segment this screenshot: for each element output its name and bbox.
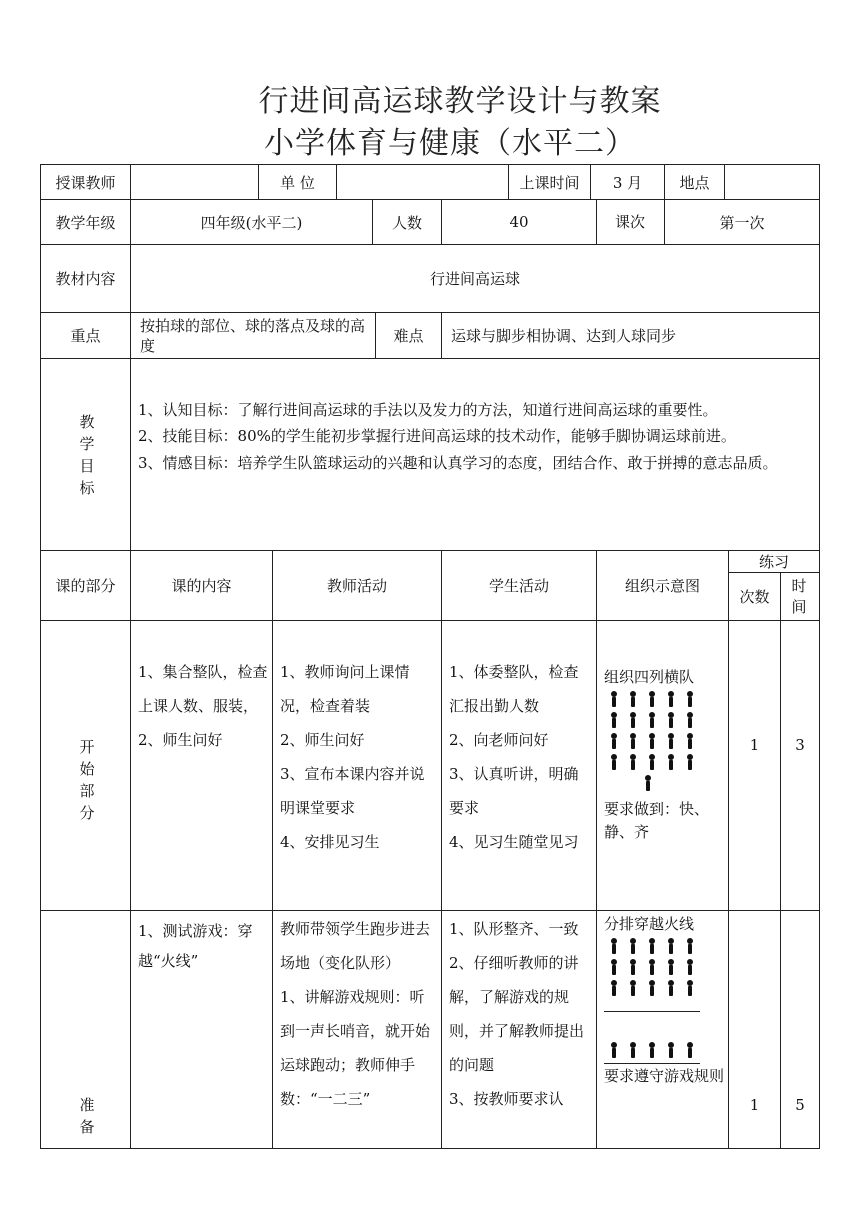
student-figure-icon (648, 980, 656, 996)
goals-list (138, 398, 814, 474)
student-item: 3、认真听讲，明确要求 (449, 765, 579, 817)
difficulty-value: 运球与脚步相协调、达到人球同步 (451, 327, 677, 345)
header-duration: 时间 (791, 576, 807, 616)
unit-value (337, 165, 508, 199)
section-start-duration: 3 (795, 736, 805, 754)
teacher-item: 2、师生问好 (280, 731, 365, 749)
four-row-formation (604, 691, 724, 796)
header-practice: 练习 (758, 553, 789, 571)
goals-label: 教学目标 (79, 413, 95, 497)
time-value: 3 月 (612, 173, 643, 192)
student-figure-icon (610, 712, 618, 728)
diagram-title: 分排穿越火线 (604, 915, 695, 933)
key-point-label: 重点 (70, 327, 101, 345)
place-label: 地点 (679, 173, 710, 192)
student-figure-icon (610, 938, 618, 954)
teacher-item: 教师带领学生跑步进去场地（变化队形） (280, 920, 431, 972)
header-diagram: 组织示意图 (624, 577, 700, 595)
student-figure-icon (648, 712, 656, 728)
student-figure-icon (686, 733, 694, 749)
goal-skill: 2、技能目标：80%的学生能初步掌握行进间高运球的技术动作，能够手脚协调运球前进。 (138, 427, 736, 445)
student-figure-icon (629, 980, 637, 996)
student-figure-icon (648, 959, 656, 975)
student-figure-icon (610, 754, 618, 770)
goal-cognitive: 1、认知目标：了解行进间高运球的手法以及发力的方法，知道行进间高运球的重要性。 (138, 401, 718, 419)
content-item: 1、测试游戏：穿越“火线” (138, 922, 253, 970)
student-figure-icon (686, 938, 694, 954)
header-teacher: 教师活动 (326, 577, 387, 595)
content-item: 2、师生问好 (138, 731, 223, 749)
student-item: 2、仔细听教师的讲解，了解游戏的规则，并了解教师提出的问题 (449, 954, 585, 1074)
student-figure-icon (610, 980, 618, 996)
three-row-formation (604, 938, 724, 1001)
time-label: 上课时间 (519, 173, 580, 192)
fire-line-bottom (604, 1063, 700, 1064)
student-figure-icon (686, 754, 694, 770)
material-value: 行进间高运球 (429, 270, 520, 288)
section-start-diagram (604, 665, 724, 844)
lesson-label: 课次 (614, 212, 645, 231)
teacher-value (131, 165, 258, 199)
student-figure-icon (686, 959, 694, 975)
count-value: 40 (509, 213, 529, 231)
unit-label: 单 位 (280, 173, 315, 192)
section-prep-content (138, 916, 268, 976)
section-start-times: 1 (749, 736, 760, 754)
student-figure-icon (667, 938, 675, 954)
teacher-item: 1、讲解游戏规则：听到一声长哨音，就开始运球跑动；教师伸手数：“一二三” (280, 988, 431, 1108)
section-prep-teacher (280, 912, 437, 1116)
grade-value: 四年级(水平二) (200, 213, 303, 232)
student-item: 1、队形整齐、一致 (449, 920, 579, 938)
student-figure-icon (648, 691, 656, 707)
section-start-content (138, 655, 268, 757)
student-figure-icon (648, 1042, 656, 1058)
count-label: 人数 (391, 213, 422, 232)
section-start-teacher (280, 655, 437, 859)
student-figure-icon (629, 938, 637, 954)
content-item: 1、集合整队，检查上课人数、服装， (138, 663, 268, 715)
teacher-item: 3、宣布本课内容并说明课堂要求 (280, 765, 425, 817)
student-figure-icon (629, 1042, 637, 1058)
student-figure-icon (610, 733, 618, 749)
material-label: 教材内容 (55, 270, 116, 288)
student-figure-icon (629, 691, 637, 707)
header-student: 学生活动 (488, 577, 549, 595)
difficulty-label: 难点 (393, 327, 424, 345)
section-prep-times: 1 (749, 1096, 760, 1114)
section-prep-duration: 5 (795, 1096, 805, 1114)
student-figure-icon (648, 754, 656, 770)
lesson-value: 第一次 (719, 213, 765, 232)
student-figure-icon (610, 691, 618, 707)
student-figure-icon (629, 754, 637, 770)
grade-label: 教学年级 (55, 213, 116, 232)
diagram-title: 组织四列横队 (604, 668, 695, 686)
fire-line-top (604, 1011, 700, 1012)
section-prep-student (449, 912, 592, 1116)
student-figure-icon (629, 712, 637, 728)
teacher-figure-icon (644, 775, 652, 791)
document-subtitle: 小学体育与健康（水平二） (264, 126, 636, 161)
student-figure-icon (629, 959, 637, 975)
teacher-item: 1、教师询问上课情况，检查着装 (280, 663, 410, 715)
waiting-row-formation (604, 1042, 724, 1062)
diagram-note: 要求做到：快、静、齐 (604, 800, 710, 841)
header-part: 课的部分 (55, 577, 116, 595)
key-point-value: 按拍球的部位、球的落点及球的高度 (140, 317, 366, 355)
student-figure-icon (667, 959, 675, 975)
student-figure-icon (667, 691, 675, 707)
student-figure-icon (667, 733, 675, 749)
student-item: 3、按教师要求认 (449, 1090, 564, 1108)
student-figure-icon (648, 733, 656, 749)
student-figure-icon (667, 980, 675, 996)
student-figure-icon (667, 1042, 675, 1058)
student-item: 1、体委整队，检查汇报出勤人数 (449, 663, 579, 715)
student-figure-icon (610, 1042, 618, 1058)
section-start-part: 开始部分 (79, 738, 95, 822)
student-figure-icon (686, 712, 694, 728)
student-figure-icon (686, 980, 694, 996)
document-title: 行进间高运球教学设计与教案 (258, 84, 662, 119)
student-figure-icon (629, 733, 637, 749)
section-prep-diagram (604, 912, 724, 1086)
student-figure-icon (667, 712, 675, 728)
student-item: 4、见习生随堂见习 (449, 833, 579, 851)
student-figure-icon (610, 959, 618, 975)
section-prep-part: 准备 (79, 1096, 95, 1136)
student-figure-icon (648, 938, 656, 954)
student-figure-icon (686, 691, 694, 707)
diagram-note: 要求遵守游戏规则 (604, 1067, 725, 1085)
header-content: 课的内容 (171, 577, 232, 595)
student-figure-icon (686, 1042, 694, 1058)
header-times: 次数 (739, 588, 770, 606)
section-start-student (449, 655, 592, 859)
student-item: 2、向老师问好 (449, 731, 549, 749)
teacher-item: 4、安排见习生 (280, 833, 380, 851)
student-figure-icon (667, 754, 675, 770)
teacher-label: 授课教师 (55, 173, 116, 192)
goal-affective: 3、情感目标：培养学生队篮球运动的兴趣和认真学习的态度，团结合作、敢于拼搏的意志品质。 (138, 454, 778, 472)
place-value (725, 165, 819, 199)
